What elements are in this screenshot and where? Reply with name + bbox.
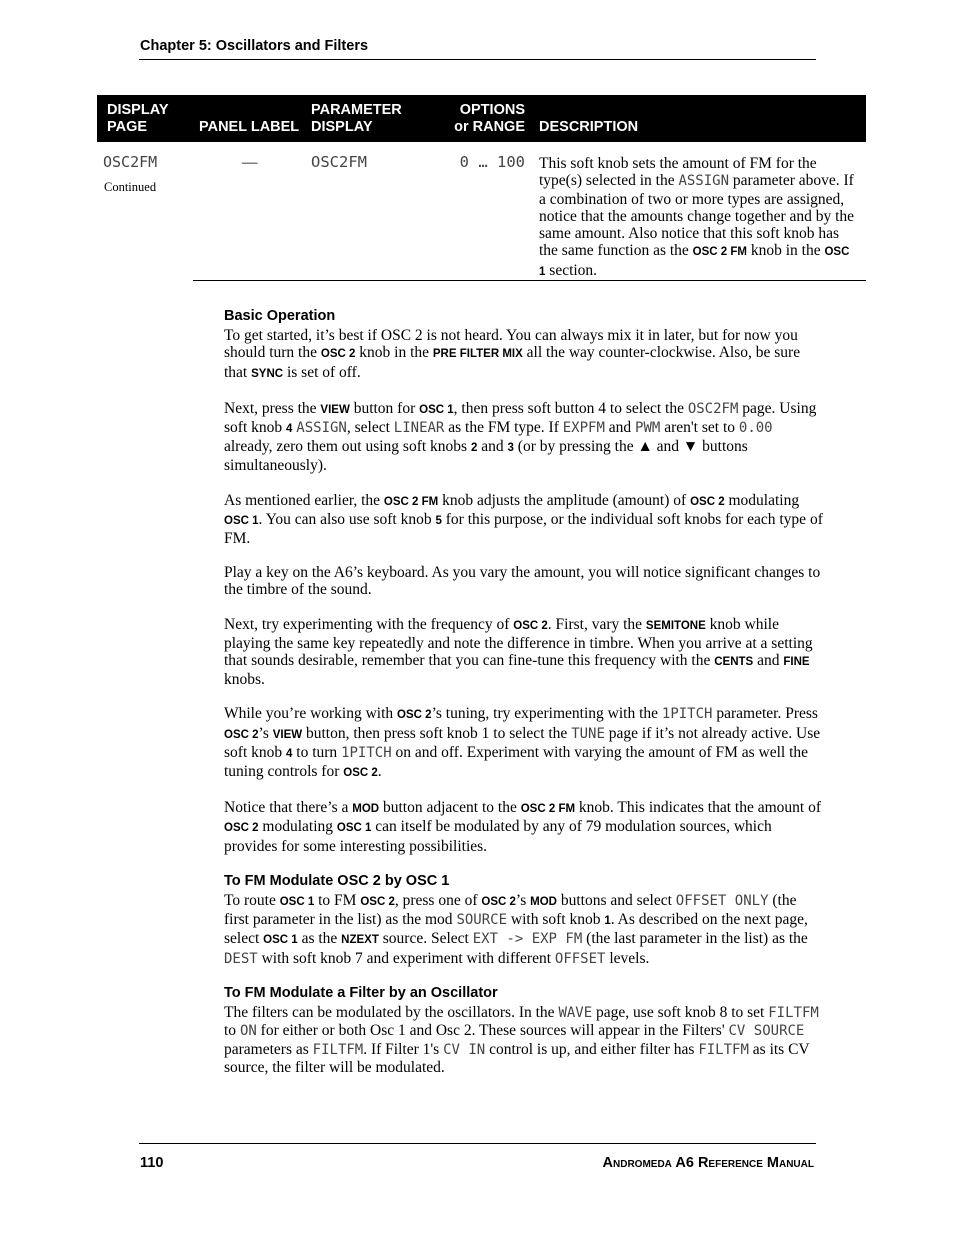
table-header [97,95,866,142]
paragraph-2: Next, press the VIEW button for OSC 1, then press soft button 4 to select the OSC2FM page. Using soft knob 4 ASSIGN, select LINEAR as the FM type. If EXPFM and PWM aren't set to 0.00 already, zero them out using soft knobs 2 and 3 (or by pressing the ▲ and ▼ buttons simultaneously). [224,399,817,475]
desc-tag: OSC 1 [539,246,850,278]
header-rule [139,59,816,60]
row-description [539,155,857,281]
paragraph-7: Notice that there’s a MOD button adjacent to the OSC 2 FM knob. This indicates that the amount of OSC 2 modulating OSC 1 can itself be modulated by any of 79 modulation sources, which provides for some interesting possibilities. [224,799,821,855]
desc-text: parameter above. If a combination of two or more types are assigned, notice that the amounts change together and by the same amount. Also notice that this soft knob has the same function as the [539,172,855,260]
paragraph-1: To get started, it’s best if OSC 2 is not heard. You can always mix it in later, but for now you should turn the OSC 2 knob in the PRE FILTER MIX all the way counter-clockwise. Also, be sure that SYNC is set of off. [224,327,801,381]
col-options-line1: OPTIONS [459,102,525,118]
paragraph-4: Play a key on the A6’s keyboard. As you vary the amount, you will notice significant changes to the timbre of the sound. [224,564,821,599]
col-display-page-line2: PAGE [107,119,148,135]
page-number: 110 [140,1155,164,1171]
desc-text: This soft knob sets the amount of FM for the type(s) selected in the [539,155,817,190]
desc-lcd: ASSIGN [678,173,730,190]
col-parameter-line1: PARAMETER [311,102,402,118]
col-options-line2: or RANGE [454,119,525,135]
col-options [437,102,525,136]
desc-text: knob in the [746,242,825,260]
row-continued: Continued [104,180,157,194]
heading-fm-osc: To FM Modulate OSC 2 by OSC 1 [224,872,450,889]
desc-text: section. [545,261,598,279]
col-parameter-display [311,102,402,136]
manual-title: Andromeda A6 Reference Manual [602,1155,814,1171]
body-text [224,308,824,1076]
table-bottom-rule [193,280,866,281]
footer-rule [139,1143,816,1144]
col-parameter-line2: DISPLAY [311,119,373,135]
col-panel-label: PANEL LABEL [199,119,300,135]
row-parameter-display: OSC2FM [311,153,367,171]
desc-tag: OSC 2 FM [692,246,747,259]
heading-fm-filter: To FM Modulate a Filter by an Oscillator [224,984,498,1001]
row-panel-label: — [242,154,258,171]
row-range: 0 … 100 [459,153,525,171]
chapter-header: Chapter 5: Oscillators and Filters [140,38,369,54]
paragraph-5: Next, try experimenting with the frequency of OSC 2. First, vary the SEMITONE knob while playing the same key repeatedly and note the difference in timbre. When you arrive at a setting that sounds desirable, remember that you can fine-tune this frequency with the CENTS and FINE knobs. [224,615,813,689]
paragraph-6: While you’re working with OSC 2’s tuning, try experimenting with the 1PITCH parameter. Press OSC 2’s VIEW button, then press soft knob 1 to select the TUNE page if it’s not already active. Use soft knob 4 to turn 1PITCH on and off. Experiment with varying the amount of FM as well the tuning controls for OSC 2. [224,705,821,781]
col-display-page-line1: DISPLAY [107,102,169,118]
col-description: DESCRIPTION [539,119,639,135]
heading-basic-operation: Basic Operation [224,308,336,324]
paragraph-fm-filter: The filters can be modulated by the oscillators. In the WAVE page, use soft knob 8 to set FILTFM to ON for either or both Osc 1 and Osc 2. These sources will appear in the Filters' CV SOURCE parameters as FILTFM. If Filter 1's CV IN control is up, and either filter has FILTFM as its CV source, the filter will be modulated. [224,1004,819,1076]
paragraph-fm-osc: To route OSC 1 to FM OSC 2, press one of OSC 2’s MOD buttons and select OFFSET ONLY (the first parameter in the list) as the mod SOURCE with soft knob 1. As described on the next page, select OSC 1 as the NZEXT source. Select EXT -> EXP FM (the last parameter in the list) as the DEST with soft knob 7 and experiment with different OFFSET levels. [224,892,808,967]
row-display-page: OSC2FM [103,153,158,171]
paragraph-3: As mentioned earlier, the OSC 2 FM knob adjusts the amplitude (amount) of OSC 2 modulating OSC 1. You can also use soft knob 5 for this purpose, or the individual soft knobs for each type of FM. [224,491,823,548]
col-display-page [107,102,169,136]
